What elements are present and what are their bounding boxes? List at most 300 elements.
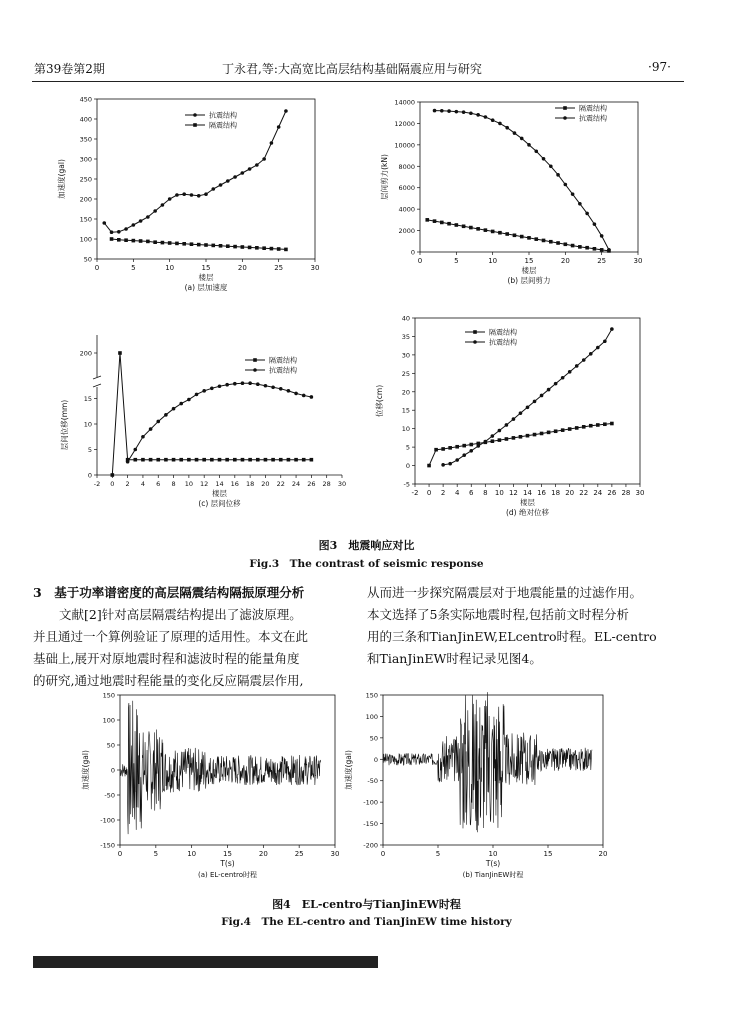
plot-frame <box>420 102 638 252</box>
x-tick-label: 30 <box>633 257 643 265</box>
data-point <box>593 222 597 226</box>
data-point <box>271 385 275 389</box>
data-point <box>556 241 560 245</box>
data-point <box>156 420 160 424</box>
data-point <box>462 453 466 457</box>
y-tick-label: 8000 <box>398 162 415 171</box>
data-point <box>132 223 136 227</box>
x-tick-label: 5 <box>435 850 441 858</box>
right-line: 和TianJinEW时程记录见图4。 <box>367 651 542 666</box>
chart-caption: (b) TianJinEW时程 <box>462 871 524 879</box>
data-point <box>248 167 252 171</box>
plot-frame <box>120 695 335 845</box>
y-tick-label: 10 <box>83 420 92 429</box>
data-point <box>117 238 121 242</box>
y-tick-label: -50 <box>104 791 115 800</box>
y-tick-label: 0 <box>373 755 378 764</box>
x-tick-label: 4 <box>454 489 460 497</box>
data-point <box>153 209 157 213</box>
data-point <box>168 197 172 201</box>
x-tick-label: 8 <box>171 480 176 488</box>
data-point <box>284 109 288 113</box>
data-point <box>139 239 143 243</box>
x-tick-label: 28 <box>322 480 331 488</box>
data-point <box>498 438 502 442</box>
data-point <box>153 240 157 244</box>
x-axis-label: 楼层 <box>212 489 227 498</box>
left-line: 文献[2]针对高层隔震结构提出了滤波原理。 <box>59 607 302 622</box>
x-tick-label: 18 <box>245 480 255 488</box>
data-point <box>253 368 257 372</box>
data-point <box>193 123 197 127</box>
data-point <box>554 429 558 433</box>
data-point <box>469 449 473 453</box>
x-tick-label: 30 <box>310 264 320 272</box>
data-point <box>526 434 530 438</box>
x-tick-label: 28 <box>621 489 631 497</box>
data-point <box>175 242 179 246</box>
x-tick-label: 2 <box>125 480 130 488</box>
chart-caption: (a) EL-centro时程 <box>197 871 258 879</box>
y-tick-label: 200 <box>79 195 92 204</box>
data-point <box>433 109 437 113</box>
data-point <box>218 458 222 462</box>
axis-break-mark <box>93 384 101 387</box>
data-point <box>455 110 459 114</box>
data-point <box>204 243 208 247</box>
data-point <box>262 157 266 161</box>
data-point <box>294 458 298 462</box>
data-point <box>547 431 551 435</box>
data-point <box>469 443 473 447</box>
data-point <box>182 242 186 246</box>
data-point <box>564 183 568 187</box>
y-axis-label: 加速度(gal) <box>57 159 66 199</box>
y-tick-label: -50 <box>367 777 378 786</box>
data-point <box>484 440 488 444</box>
x-tick-label: 30 <box>635 489 645 497</box>
data-point <box>589 424 593 428</box>
data-point <box>117 230 121 234</box>
data-point <box>447 109 451 113</box>
y-tick-label: 150 <box>365 691 378 700</box>
data-point <box>575 426 579 430</box>
right-paragraph <box>367 582 697 670</box>
x-tick-label: 10 <box>184 480 194 488</box>
legend-label: 抗震结构 <box>579 114 607 123</box>
data-point <box>264 458 268 462</box>
data-point <box>253 358 257 362</box>
data-point <box>556 173 560 177</box>
data-point <box>473 340 477 344</box>
data-point <box>596 346 600 350</box>
x-tick-label: 26 <box>607 489 617 497</box>
data-point <box>534 237 538 241</box>
data-point <box>164 413 168 417</box>
y-tick-label: 50 <box>106 741 115 750</box>
data-point <box>527 143 531 147</box>
y-tick-label: 40 <box>401 314 410 323</box>
data-point <box>302 458 306 462</box>
data-point <box>603 339 607 343</box>
data-point <box>441 447 445 451</box>
data-point <box>534 149 538 153</box>
data-point <box>179 458 183 462</box>
x-tick-label: 20 <box>565 489 575 497</box>
data-point <box>578 245 582 249</box>
data-point <box>564 242 568 246</box>
data-point <box>195 458 199 462</box>
page-number: ·97· <box>648 60 671 74</box>
data-point <box>547 388 551 392</box>
x-tick-label: 30 <box>337 480 347 488</box>
data-point <box>578 202 582 206</box>
data-point <box>498 429 502 433</box>
data-point <box>146 215 150 219</box>
data-point <box>448 462 452 466</box>
chart-absolute-displacement <box>375 310 655 530</box>
data-point <box>141 435 145 439</box>
data-point <box>262 246 266 250</box>
data-point <box>448 446 452 450</box>
data-point <box>190 242 194 246</box>
y-tick-label: 10000 <box>394 141 415 150</box>
data-point <box>210 387 214 391</box>
data-point <box>279 387 283 391</box>
acceleration-trace <box>120 701 321 834</box>
y-axis-label: 位移(cm) <box>375 384 384 418</box>
data-point <box>256 382 260 386</box>
data-point <box>520 137 524 141</box>
y-tick-label: 350 <box>79 135 92 144</box>
data-point <box>190 193 194 197</box>
data-point <box>241 458 245 462</box>
x-tick-label: 20 <box>598 850 608 858</box>
y-tick-label: -200 <box>363 841 378 850</box>
data-point <box>610 422 614 426</box>
data-point <box>195 393 199 397</box>
data-point <box>294 392 298 396</box>
y-tick-label: 200 <box>79 349 92 358</box>
data-point <box>164 458 168 462</box>
legend-label: 抗震结构 <box>209 111 237 120</box>
chart-story-drift <box>55 330 355 530</box>
x-tick-label: 15 <box>201 264 211 272</box>
data-point <box>476 113 480 117</box>
data-point <box>455 223 459 227</box>
y-tick-label: -150 <box>100 841 115 850</box>
data-point <box>527 236 531 240</box>
data-point <box>287 389 291 393</box>
data-point <box>202 389 206 393</box>
x-tick-label: 10 <box>488 850 498 858</box>
y-tick-label: 100 <box>79 235 92 244</box>
data-point <box>533 400 537 404</box>
data-point <box>102 221 106 225</box>
x-tick-label: 22 <box>579 489 589 497</box>
x-tick-label: 0 <box>380 850 386 858</box>
data-point <box>600 234 604 238</box>
x-tick-label: 20 <box>261 480 270 488</box>
data-point <box>455 458 459 462</box>
data-point <box>575 364 579 368</box>
y-tick-label: 0 <box>87 471 92 480</box>
data-point <box>110 237 114 241</box>
x-tick-label: 2 <box>440 489 446 497</box>
data-point <box>491 230 495 234</box>
data-point <box>226 244 230 248</box>
right-line: 用的三条和TianJinEW,ELcentro时程。EL-centro <box>367 629 657 644</box>
data-point <box>519 411 523 415</box>
data-point <box>149 427 153 431</box>
data-point <box>491 434 495 438</box>
x-tick-label: 24 <box>593 489 603 497</box>
x-tick-label: 10 <box>165 264 175 272</box>
data-point <box>563 116 567 120</box>
x-tick-label: -2 <box>93 480 101 488</box>
x-tick-label: 0 <box>426 489 432 497</box>
x-tick-label: 5 <box>131 264 136 272</box>
data-point <box>310 458 314 462</box>
chart-caption: (a) 层加速度 <box>184 283 228 292</box>
x-axis-label: 楼层 <box>521 266 537 275</box>
data-point <box>476 444 480 448</box>
legend-label: 隔震结构 <box>269 356 297 365</box>
x-tick-label: 6 <box>156 480 161 488</box>
chart-caption: (b) 层间剪力 <box>507 276 551 285</box>
data-point <box>455 445 459 449</box>
data-point <box>218 384 222 388</box>
y-tick-label: 300 <box>79 155 92 164</box>
data-point <box>197 194 201 198</box>
series-line <box>443 329 612 465</box>
data-point <box>440 221 444 225</box>
data-point <box>596 423 600 427</box>
y-tick-label: 6000 <box>398 184 415 193</box>
legend-label: 隔震结构 <box>579 104 607 113</box>
y-tick-label: 0 <box>405 462 410 471</box>
y-tick-label: 150 <box>79 215 92 224</box>
data-point <box>146 240 150 244</box>
data-point <box>498 122 502 126</box>
data-point <box>182 192 186 196</box>
chart-story-shear <box>375 98 655 308</box>
data-point <box>549 164 553 168</box>
data-point <box>491 439 495 443</box>
data-point <box>302 394 306 398</box>
data-point <box>603 422 607 426</box>
data-point <box>571 244 575 248</box>
x-tick-label: 15 <box>524 257 534 265</box>
data-point <box>233 458 237 462</box>
data-point <box>593 247 597 251</box>
data-point <box>187 398 191 402</box>
data-point <box>585 246 589 250</box>
data-point <box>161 241 165 245</box>
y-tick-label: 12000 <box>394 119 415 128</box>
x-tick-label: 14 <box>215 480 224 488</box>
y-tick-label: 10 <box>401 425 410 434</box>
data-point <box>434 448 438 452</box>
x-tick-label: 25 <box>294 850 304 858</box>
data-point <box>505 437 509 441</box>
data-point <box>179 402 183 406</box>
series-line <box>104 111 286 232</box>
header-rule <box>32 81 684 82</box>
figure4-caption-cn: 图4 EL-centro与TianJinEW时程 <box>272 898 461 911</box>
chart-caption: (c) 层间位移 <box>198 499 241 508</box>
data-point <box>156 458 160 462</box>
series-line <box>128 383 312 462</box>
x-tick-label: 5 <box>454 257 459 265</box>
data-point <box>256 458 260 462</box>
data-point <box>133 448 137 452</box>
data-point <box>264 384 268 388</box>
data-point <box>447 222 451 226</box>
data-point <box>469 111 473 115</box>
data-point <box>427 464 431 468</box>
x-tick-label: 10 <box>488 257 498 265</box>
y-tick-label: -5 <box>403 480 410 489</box>
y-tick-label: 50 <box>83 255 92 264</box>
data-point <box>124 238 128 242</box>
data-point <box>554 382 558 386</box>
chart-elcentro-history <box>75 690 350 890</box>
data-point <box>210 458 214 462</box>
data-point <box>571 192 575 196</box>
x-tick-label: 0 <box>117 850 123 858</box>
x-tick-label: 12 <box>200 480 209 488</box>
x-tick-label: 15 <box>223 850 232 858</box>
x-axis-label: T(s) <box>220 859 235 868</box>
data-point <box>255 246 259 250</box>
data-point <box>149 458 153 462</box>
data-point <box>469 226 473 230</box>
data-point <box>561 376 565 380</box>
left-line: 的研究,通过地震时程能量的变化反应隔震层作用, <box>33 673 304 688</box>
y-tick-label: 50 <box>369 734 378 743</box>
left-line: 并且通过一个算例验证了原理的适用性。本文在此 <box>33 629 309 644</box>
data-point <box>225 458 229 462</box>
x-tick-label: 25 <box>597 257 607 265</box>
x-tick-label: 18 <box>551 489 561 497</box>
data-point <box>241 381 245 385</box>
data-point <box>132 239 136 243</box>
x-tick-label: 8 <box>483 489 488 497</box>
data-point <box>279 458 283 462</box>
x-tick-label: 20 <box>560 257 570 265</box>
data-point <box>549 240 553 244</box>
data-point <box>542 239 546 243</box>
data-point <box>172 458 176 462</box>
data-point <box>533 433 537 437</box>
acceleration-trace <box>383 692 592 832</box>
y-tick-label: 250 <box>79 175 92 184</box>
y-tick-label: 14000 <box>394 98 415 107</box>
data-point <box>118 351 122 355</box>
data-point <box>540 394 544 398</box>
data-point <box>491 118 495 122</box>
data-point <box>225 383 229 387</box>
chart-tianjin-history <box>338 690 613 890</box>
data-point <box>473 330 477 334</box>
data-point <box>568 370 572 374</box>
x-tick-label: 10 <box>494 489 504 497</box>
data-point <box>600 248 604 252</box>
y-axis-label: 加速度(gal) <box>344 750 353 790</box>
legend-label: 抗震结构 <box>269 366 297 375</box>
data-point <box>270 247 274 251</box>
data-point <box>440 109 444 113</box>
data-point <box>161 203 165 207</box>
data-point <box>526 405 530 409</box>
left-paragraph <box>33 604 363 692</box>
x-tick-label: 14 <box>523 489 532 497</box>
x-tick-label: 30 <box>330 850 340 858</box>
data-point <box>197 243 201 247</box>
x-axis-label: 楼层 <box>520 498 535 507</box>
x-tick-label: 25 <box>274 264 284 272</box>
data-point <box>585 212 589 216</box>
left-line: 基础上,展开对原地震时程和滤波时程的能量角度 <box>33 651 300 666</box>
data-point <box>505 232 509 236</box>
data-point <box>202 458 206 462</box>
data-point <box>484 228 488 232</box>
data-point <box>519 435 523 439</box>
data-point <box>255 163 259 167</box>
data-point <box>126 460 130 464</box>
data-point <box>233 175 237 179</box>
figure3-caption-en: Fig.3 The contrast of seismic response <box>249 558 484 570</box>
data-point <box>561 428 565 432</box>
y-axis-label: 层间位移(mm) <box>60 399 69 451</box>
y-tick-label: 100 <box>365 712 378 721</box>
data-point <box>277 247 281 251</box>
data-point <box>310 395 314 399</box>
data-point <box>204 192 208 196</box>
section-heading: 3 基于功率谱密度的高层隔震结构隔振原理分析 <box>33 585 305 600</box>
data-point <box>498 231 502 235</box>
legend-label: 抗震结构 <box>489 338 517 347</box>
x-tick-label: 6 <box>469 489 474 497</box>
y-tick-label: 450 <box>79 95 92 104</box>
data-point <box>512 417 516 421</box>
data-point <box>241 171 245 175</box>
data-point <box>211 244 215 248</box>
data-point <box>505 126 509 130</box>
data-point <box>512 436 516 440</box>
data-point <box>248 381 252 385</box>
data-point <box>233 382 237 386</box>
data-point <box>172 407 176 411</box>
y-tick-label: 15 <box>83 395 92 403</box>
data-point <box>589 352 593 356</box>
x-tick-label: 16 <box>230 480 239 488</box>
x-tick-label: 26 <box>307 480 316 488</box>
data-point <box>441 463 445 467</box>
x-tick-label: 0 <box>110 480 115 488</box>
data-point <box>187 458 191 462</box>
x-tick-label: 0 <box>417 257 423 265</box>
plot-frame <box>97 99 315 259</box>
y-tick-label: 100 <box>102 716 115 725</box>
x-tick-label: -2 <box>411 489 419 497</box>
data-point <box>610 327 614 331</box>
y-tick-label: 25 <box>401 369 410 378</box>
data-point <box>219 244 223 248</box>
x-tick-label: 20 <box>237 264 247 272</box>
y-tick-label: 150 <box>102 691 115 700</box>
